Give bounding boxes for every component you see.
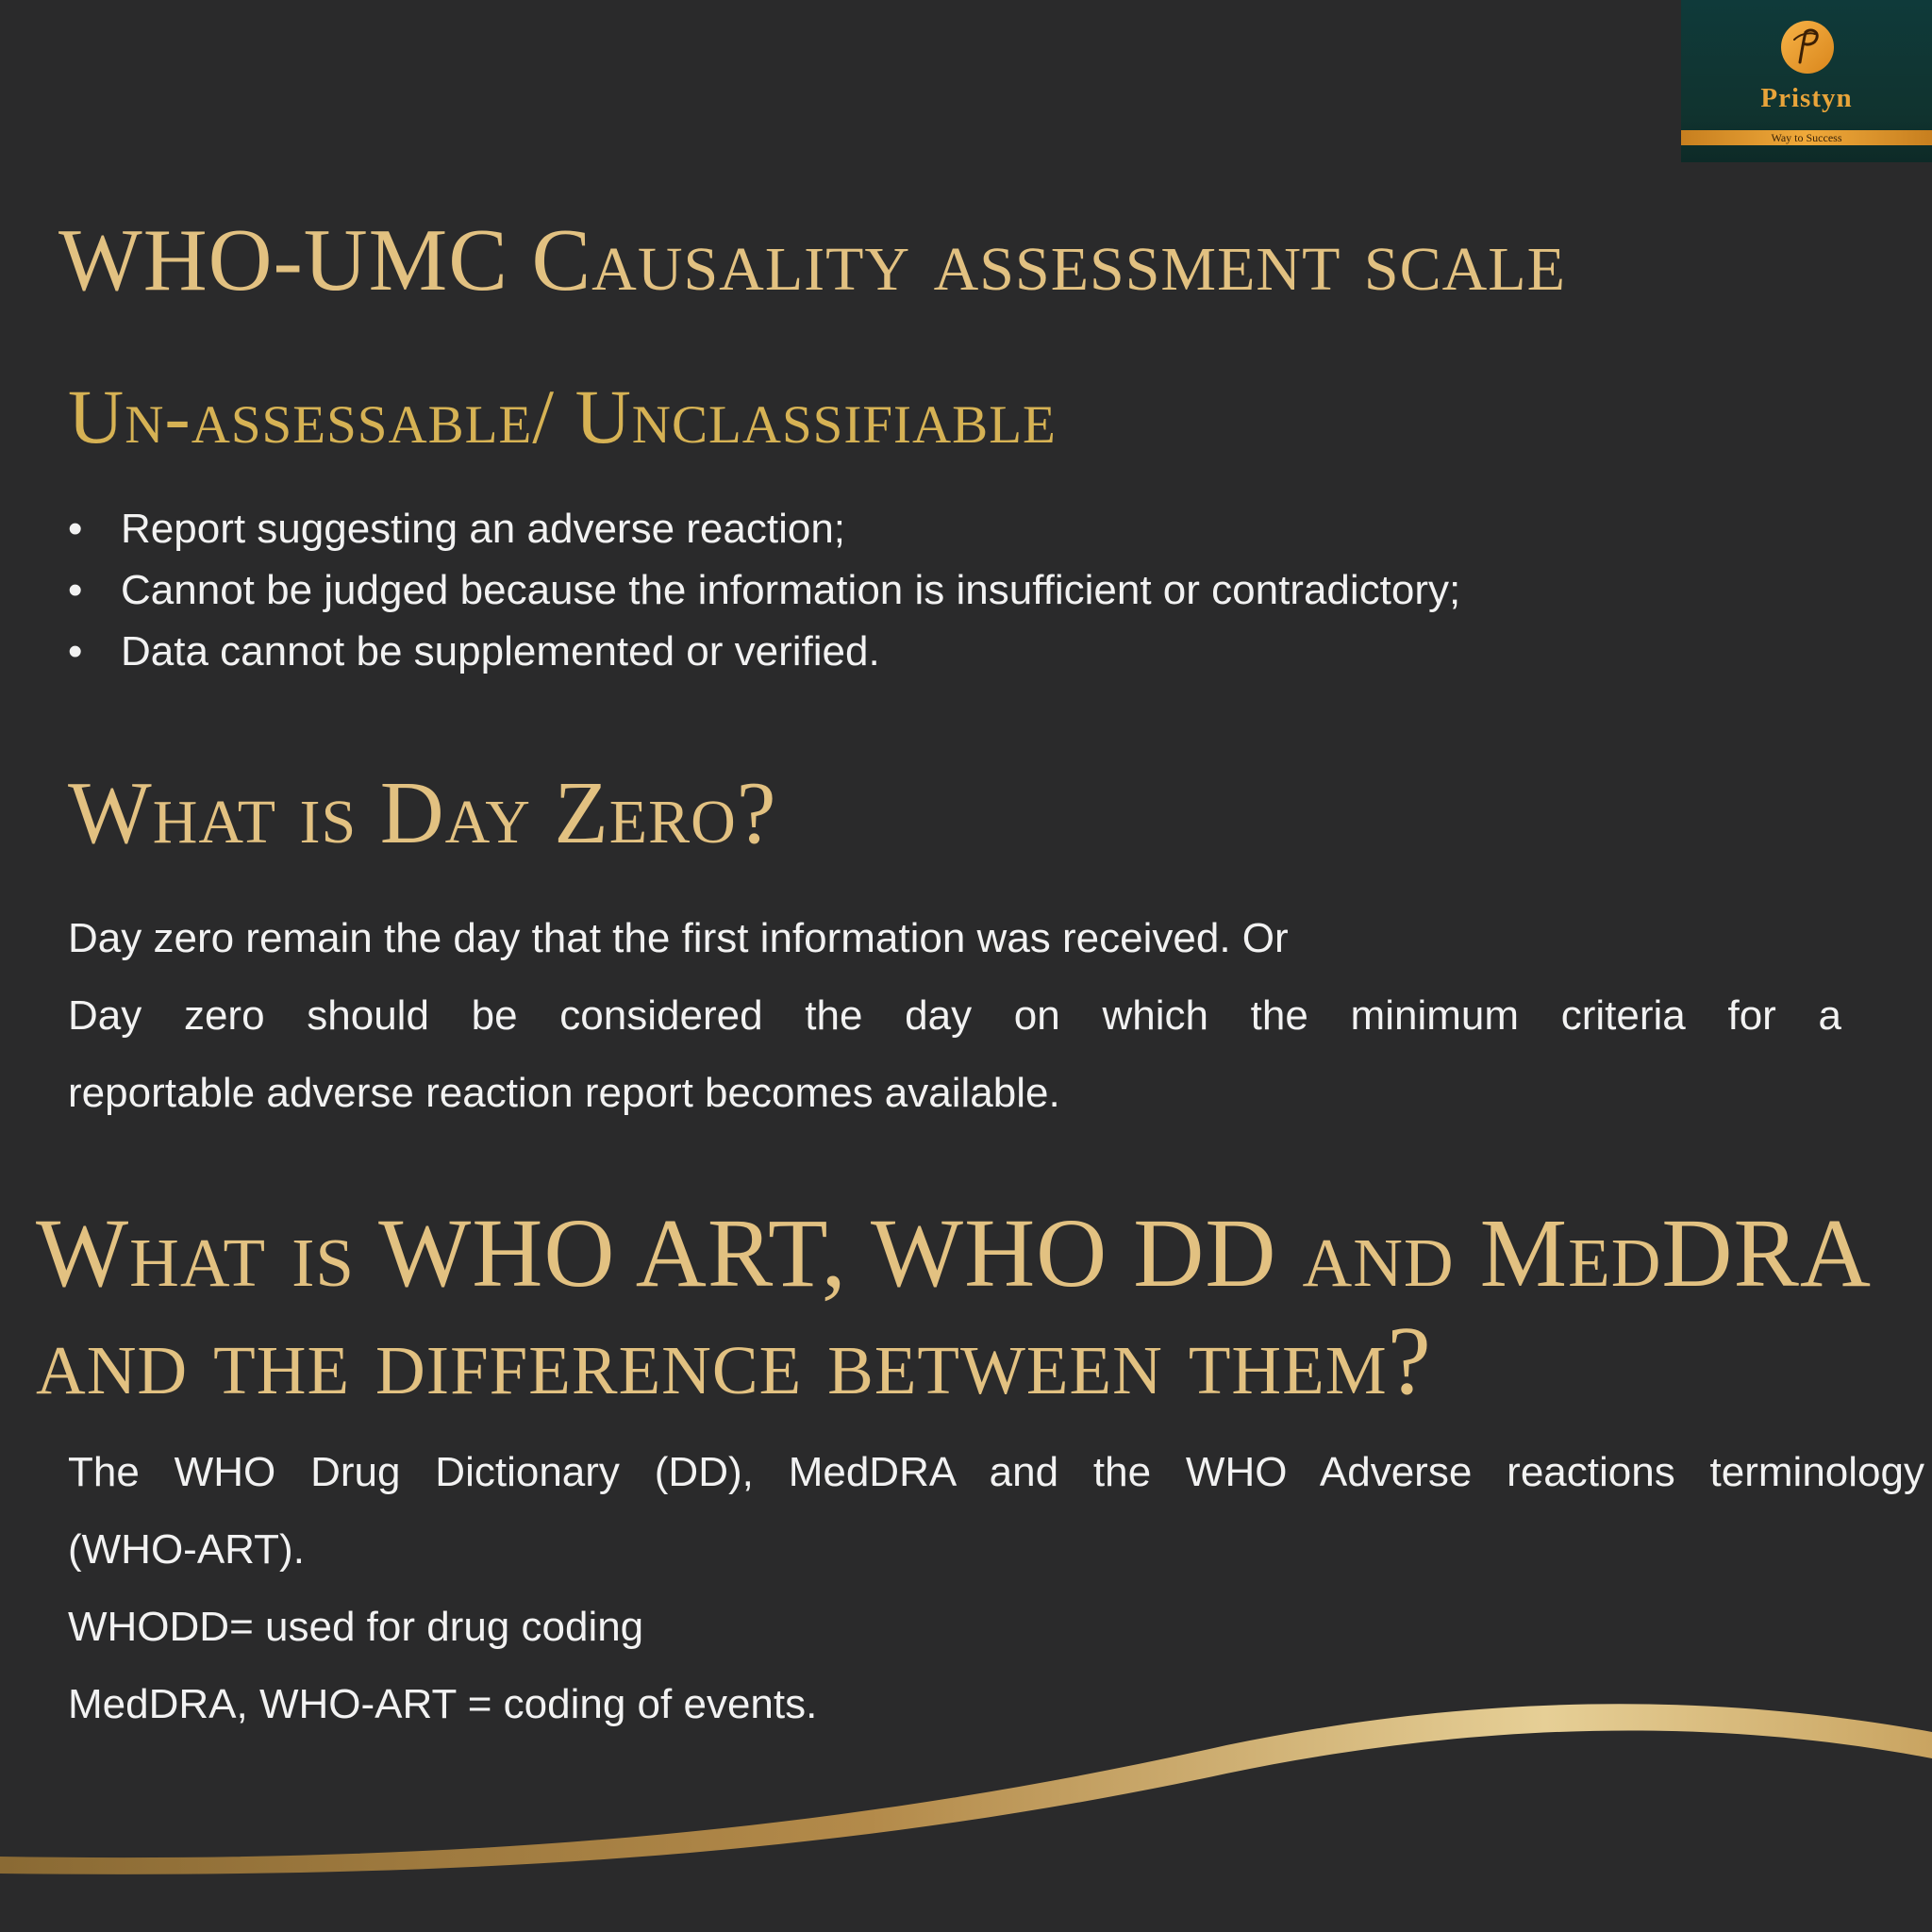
day-zero-line-2: Day zero should be considered the day on which the minimum criteria for a — [68, 992, 1841, 1039]
bullet-icon: • — [68, 628, 83, 675]
logo-name: Pristyn — [1760, 83, 1853, 113]
pristyn-monogram-icon — [1777, 17, 1838, 77]
gold-wave-decoration — [0, 1679, 1932, 1932]
bullet-icon: • — [68, 567, 83, 613]
unassessable-bullet-list — [68, 498, 1460, 682]
bullet-text: Report suggesting an adverse reaction; — [121, 506, 846, 552]
day-zero-heading: What is Day Zero? — [68, 764, 777, 862]
bullet-text: Cannot be judged because the information is insufficient or contradictory; — [121, 567, 1461, 613]
logo-tagline: Way to Success — [1681, 130, 1932, 145]
bullet-icon: • — [68, 506, 83, 552]
pristyn-logo — [1681, 0, 1932, 162]
unassessable-heading: Un-assessable/ Unclassifiable — [68, 374, 1057, 459]
day-zero-paragraph — [68, 900, 1841, 1132]
day-zero-line-1: Day zero remain the day that the first information was received. Or — [68, 915, 1289, 961]
list-item — [68, 559, 1460, 621]
list-item — [68, 498, 1460, 559]
list-item — [68, 621, 1460, 682]
who-art-line-2: (WHO-ART). — [68, 1526, 305, 1573]
who-art-line-1: The WHO Drug Dictionary (DD), MedDRA and the WHO Adverse reactions terminology — [68, 1449, 1924, 1495]
page-title: WHO-UMC Causality assessment scale — [58, 211, 1566, 309]
who-art-line-4: MedDRA, WHO-ART = coding of events. — [68, 1681, 818, 1727]
who-art-line-3: WHODD= used for drug coding — [68, 1604, 644, 1650]
who-art-heading: What is WHO ART, WHO DD and MedDRA and the difference between them? — [36, 1199, 1867, 1415]
bullet-text: Data cannot be supplemented or verified. — [121, 628, 880, 675]
day-zero-line-3: reportable adverse reaction report becomes available. — [68, 1070, 1060, 1116]
